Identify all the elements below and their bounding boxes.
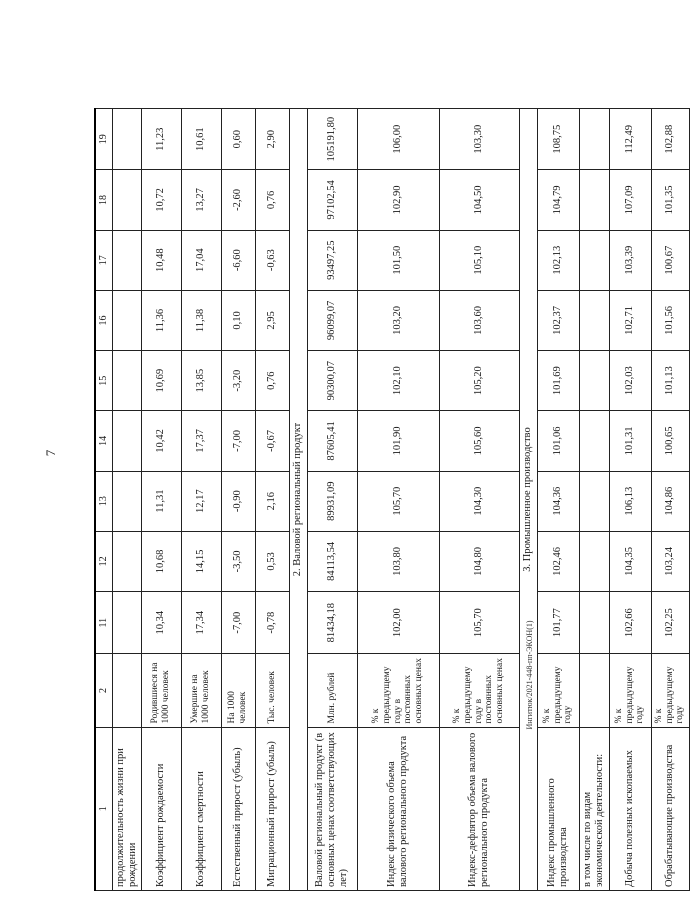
value-cell — [579, 592, 609, 654]
column-header: 12 — [95, 531, 113, 591]
value-cell: 103,30 — [439, 109, 519, 170]
value-cell — [113, 170, 142, 230]
value-cell: 101,50 — [357, 230, 439, 290]
table-row — [651, 109, 689, 891]
value-cell: 104,50 — [439, 170, 519, 230]
value-cell — [579, 170, 609, 230]
unit-label: Тыс. человек — [255, 654, 289, 727]
value-cell: 100,67 — [651, 230, 689, 290]
value-cell: 0,53 — [255, 531, 289, 591]
table-row — [307, 109, 357, 891]
value-cell: 96099,07 — [307, 290, 357, 350]
value-cell: -3,20 — [221, 351, 255, 411]
column-header: 1 — [95, 727, 113, 890]
value-cell: 103,24 — [651, 531, 689, 591]
value-cell: 102,10 — [357, 351, 439, 411]
section-header-row — [289, 109, 307, 891]
table-row — [113, 109, 142, 891]
value-cell: 107,09 — [609, 170, 651, 230]
table-row — [181, 109, 221, 891]
value-cell: 93497,25 — [307, 230, 357, 290]
value-cell — [113, 109, 142, 170]
indicators-table — [94, 108, 690, 891]
value-cell — [113, 531, 142, 591]
value-cell: 10,61 — [181, 109, 221, 170]
value-cell: 97102,54 — [307, 170, 357, 230]
column-header: 11 — [95, 592, 113, 654]
column-header: 19 — [95, 109, 113, 170]
value-cell: 17,34 — [181, 592, 221, 654]
column-header: 13 — [95, 471, 113, 531]
value-cell: 102,71 — [609, 290, 651, 350]
value-cell: 103,39 — [609, 230, 651, 290]
value-cell: 0,10 — [221, 290, 255, 350]
value-cell: 105,70 — [439, 592, 519, 654]
indicator-label: Коэффициент смертности — [181, 727, 221, 890]
value-cell: 87605,41 — [307, 411, 357, 471]
value-cell: 106,00 — [357, 109, 439, 170]
value-cell: 17,04 — [181, 230, 221, 290]
value-cell: 104,80 — [439, 531, 519, 591]
value-cell: 106,13 — [609, 471, 651, 531]
unit-label — [113, 654, 142, 727]
table-row — [579, 109, 609, 891]
unit-label: % к предыдущему году в постоянных основных ценах — [439, 654, 519, 727]
table-row — [221, 109, 255, 891]
value-cell: 102,00 — [357, 592, 439, 654]
value-cell: 2,90 — [255, 109, 289, 170]
indicator-label: в том числе по видам экономической деятельности: — [579, 727, 609, 890]
value-cell: 103,60 — [439, 290, 519, 350]
value-cell — [113, 411, 142, 471]
value-cell: 89931,09 — [307, 471, 357, 531]
table-row — [357, 109, 439, 891]
value-cell: 104,35 — [609, 531, 651, 591]
value-cell: 102,66 — [609, 592, 651, 654]
value-cell: 104,79 — [537, 170, 579, 230]
value-cell: 101,31 — [609, 411, 651, 471]
unit-label: % к предыдущему году — [609, 654, 651, 727]
indicator-label: Валовой региональный продукт (в основных ценах соответствующих лет) — [307, 727, 357, 890]
value-cell: 103,80 — [357, 531, 439, 591]
value-cell — [579, 109, 609, 170]
table-row — [141, 109, 181, 891]
value-cell: 0,60 — [221, 109, 255, 170]
value-cell: 13,85 — [181, 351, 221, 411]
value-cell: 11,38 — [181, 290, 221, 350]
value-cell: 105,20 — [439, 351, 519, 411]
value-cell: 84113,54 — [307, 531, 357, 591]
value-cell: 102,88 — [651, 109, 689, 170]
value-cell: -7,00 — [221, 592, 255, 654]
section-number: 2. — [292, 568, 304, 577]
section-title-text: Валовой региональный продукт — [292, 422, 304, 566]
indicator-label: Индекс промышленного производства — [537, 727, 579, 890]
value-cell: 105,10 — [439, 230, 519, 290]
value-cell: 100,65 — [651, 411, 689, 471]
value-cell: 10,48 — [141, 230, 181, 290]
indicator-label: продолжительность жизни при рождении — [113, 727, 142, 890]
document-code: Ингитюк/2021-448-пп-ЭКОН(1) — [525, 620, 534, 730]
unit-label: Млн. рублей — [307, 654, 357, 727]
value-cell: 108,75 — [537, 109, 579, 170]
value-cell — [113, 290, 142, 350]
value-cell: 101,56 — [651, 290, 689, 350]
value-cell: -7,00 — [221, 411, 255, 471]
value-cell: 10,68 — [141, 531, 181, 591]
indicator-label: Добыча полезных ископаемых — [609, 727, 651, 890]
value-cell: 104,36 — [537, 471, 579, 531]
value-cell: -0,67 — [255, 411, 289, 471]
value-cell: 11,31 — [141, 471, 181, 531]
value-cell: 2,95 — [255, 290, 289, 350]
value-cell — [579, 531, 609, 591]
section-title-text: Промышленное производство — [522, 427, 534, 562]
value-cell — [579, 290, 609, 350]
value-cell — [579, 471, 609, 531]
column-header: 16 — [95, 290, 113, 350]
unit-label: % к предыдущему году в постоянных основных ценах — [357, 654, 439, 727]
table-row — [439, 109, 519, 891]
value-cell: 104,86 — [651, 471, 689, 531]
value-cell: 102,03 — [609, 351, 651, 411]
unit-label: % к предыдущему году — [651, 654, 689, 727]
value-cell: -0,63 — [255, 230, 289, 290]
value-cell: 105,60 — [439, 411, 519, 471]
value-cell: 17,37 — [181, 411, 221, 471]
value-cell: -6,60 — [221, 230, 255, 290]
indicator-label: Миграционный прирост (убыль) — [255, 727, 289, 890]
value-cell: 101,90 — [357, 411, 439, 471]
column-header: 15 — [95, 351, 113, 411]
value-cell: 102,25 — [651, 592, 689, 654]
value-cell — [579, 351, 609, 411]
table-row — [537, 109, 579, 891]
value-cell: 101,69 — [537, 351, 579, 411]
section-number: 3. — [522, 563, 534, 572]
table-row — [255, 109, 289, 891]
value-cell: 102,90 — [357, 170, 439, 230]
column-header: 2 — [95, 654, 113, 727]
indicator-label: Индекс-дефлятор объема валового регионального продукта — [439, 727, 519, 890]
indicator-label: Коэффициент рождаемости — [141, 727, 181, 890]
value-cell — [113, 351, 142, 411]
column-header: 14 — [95, 411, 113, 471]
value-cell: 90300,07 — [307, 351, 357, 411]
value-cell — [579, 411, 609, 471]
section-title — [289, 109, 307, 891]
value-cell: 102,46 — [537, 531, 579, 591]
value-cell: -0,78 — [255, 592, 289, 654]
value-cell: 104,30 — [439, 471, 519, 531]
value-cell: 10,42 — [141, 411, 181, 471]
table-row — [609, 109, 651, 891]
page-number: 7 — [43, 449, 58, 457]
value-cell: 102,13 — [537, 230, 579, 290]
value-cell: 101,77 — [537, 592, 579, 654]
value-cell: 10,69 — [141, 351, 181, 411]
value-cell: 101,35 — [651, 170, 689, 230]
value-cell — [113, 230, 142, 290]
indicator-label: Индекс физического объема валового регионального продукта — [357, 727, 439, 890]
value-cell: 101,13 — [651, 351, 689, 411]
value-cell: 13,27 — [181, 170, 221, 230]
value-cell: 101,06 — [537, 411, 579, 471]
value-cell: 11,36 — [141, 290, 181, 350]
unit-label: На 1000 человек — [221, 654, 255, 727]
value-cell — [579, 230, 609, 290]
value-cell: 0,76 — [255, 351, 289, 411]
indicator-label: Обрабатывающие производства — [651, 727, 689, 890]
value-cell: 12,17 — [181, 471, 221, 531]
column-header: 18 — [95, 170, 113, 230]
unit-label — [579, 654, 609, 727]
value-cell: -3,50 — [221, 531, 255, 591]
value-cell: 112,49 — [609, 109, 651, 170]
column-header: 17 — [95, 230, 113, 290]
value-cell: 105191,80 — [307, 109, 357, 170]
unit-label: Умершие на 1000 человек — [181, 654, 221, 727]
value-cell: 0,76 — [255, 170, 289, 230]
indicator-label: Естественный прирост (убыль) — [221, 727, 255, 890]
column-header-row — [95, 109, 113, 891]
value-cell — [113, 592, 142, 654]
value-cell — [113, 471, 142, 531]
value-cell: 10,72 — [141, 170, 181, 230]
value-cell: 102,37 — [537, 290, 579, 350]
value-cell: 11,23 — [141, 109, 181, 170]
unit-label: % к предыдущему году — [537, 654, 579, 727]
value-cell: -2,60 — [221, 170, 255, 230]
value-cell: 103,20 — [357, 290, 439, 350]
value-cell: -0,90 — [221, 471, 255, 531]
value-cell: 2,16 — [255, 471, 289, 531]
value-cell: 105,70 — [357, 471, 439, 531]
value-cell: 81434,18 — [307, 592, 357, 654]
value-cell: 10,34 — [141, 592, 181, 654]
value-cell: 14,15 — [181, 531, 221, 591]
unit-label: Родившиеся на 1000 человек — [141, 654, 181, 727]
